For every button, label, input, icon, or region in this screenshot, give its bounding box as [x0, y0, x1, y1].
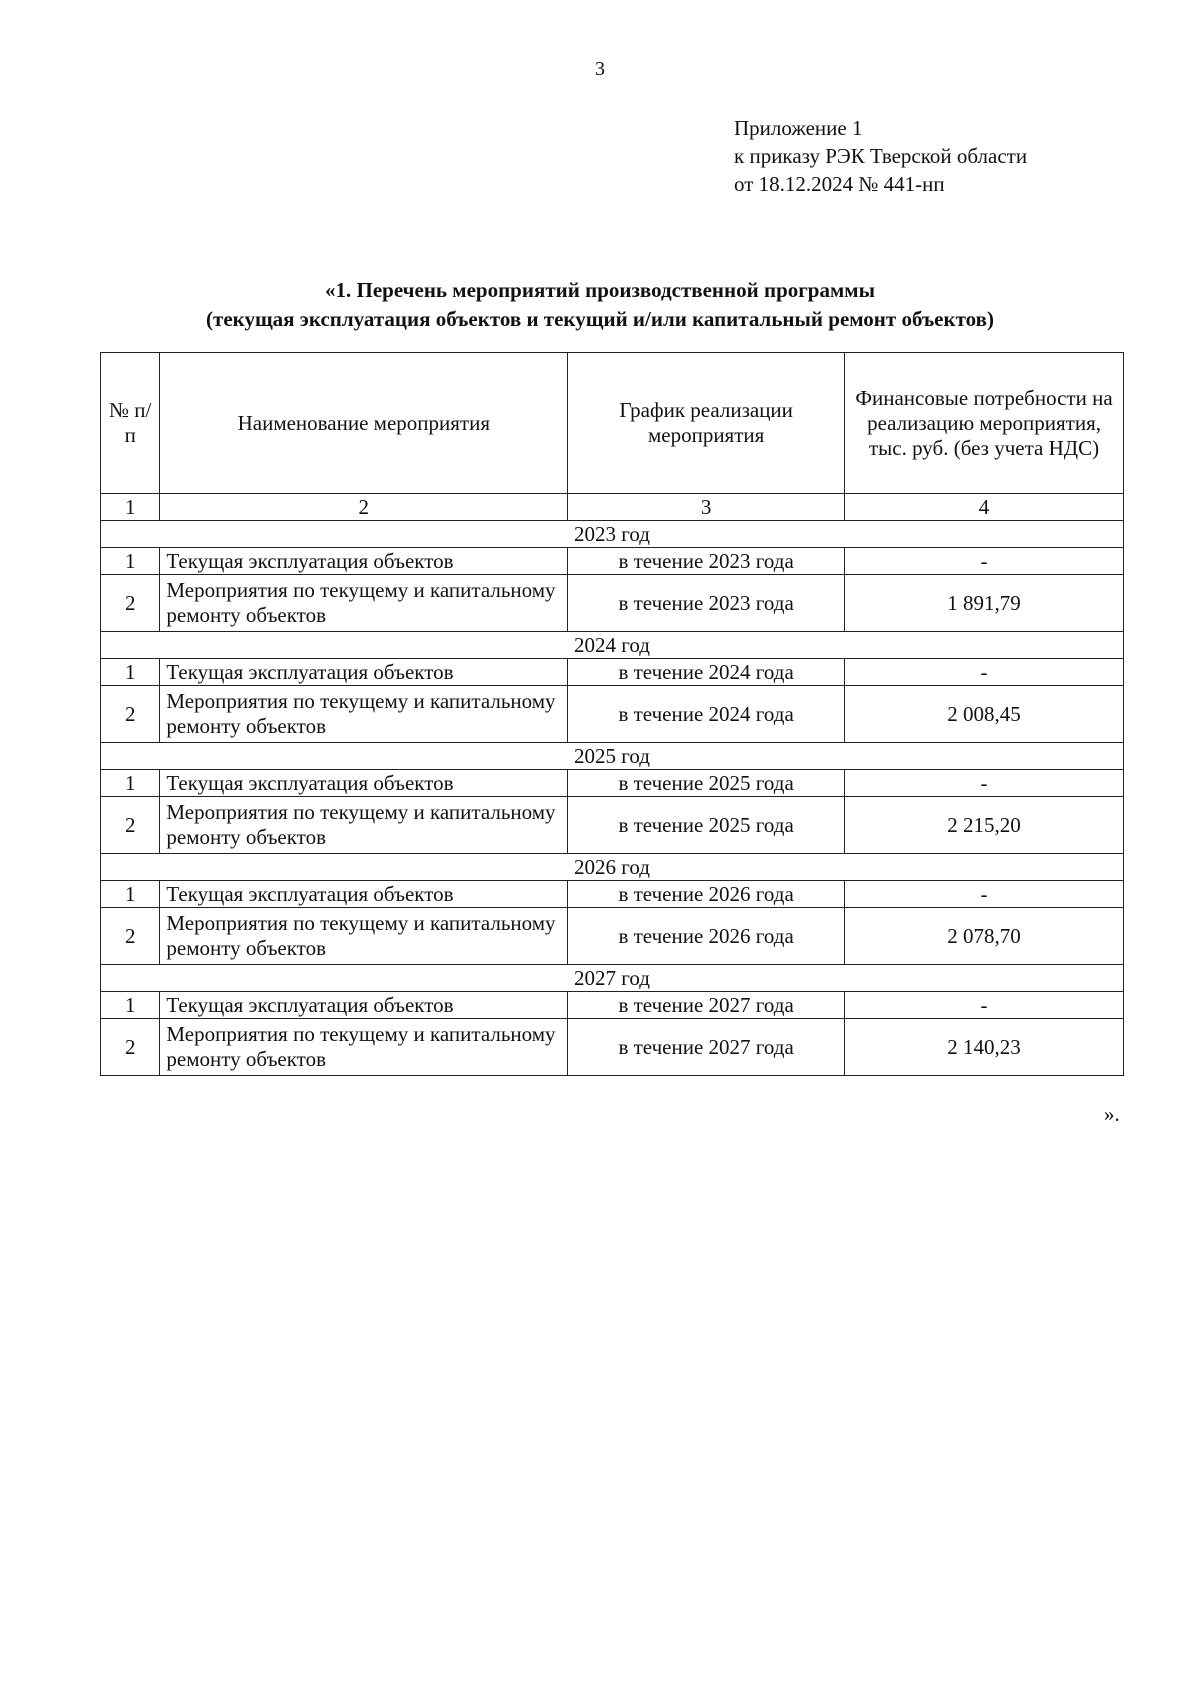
appendix-line: от 18.12.2024 № 441-нп	[734, 172, 945, 196]
year-section-label: 2026 год	[101, 854, 1124, 881]
table-row	[101, 992, 1124, 1019]
row-number: 1	[101, 992, 160, 1019]
measure-amount: -	[845, 881, 1124, 908]
header-cell-number: № п/п	[101, 353, 160, 494]
measure-amount: 2 078,70	[845, 908, 1124, 965]
header-cell-schedule: График реализации мероприятия	[568, 353, 845, 494]
column-number-cell: 2	[160, 494, 568, 521]
measure-name: Текущая эксплуатация объектов	[160, 548, 568, 575]
table-row	[101, 908, 1124, 965]
row-number: 2	[101, 575, 160, 632]
measure-name: Мероприятия по текущему и капитальному ремонту объектов	[160, 686, 568, 743]
row-number: 2	[101, 908, 160, 965]
closing-quote-mark: ».	[1104, 1102, 1120, 1126]
measure-amount: -	[845, 770, 1124, 797]
measure-schedule: в течение 2026 года	[568, 881, 845, 908]
appendix-block	[734, 114, 1027, 198]
year-section-label: 2027 год	[101, 965, 1124, 992]
table-row	[101, 770, 1124, 797]
measure-name: Мероприятия по текущему и капитальному ремонту объектов	[160, 575, 568, 632]
appendix-line: к приказу РЭК Тверской области	[734, 144, 1028, 168]
table-row	[101, 686, 1124, 743]
appendix-line: Приложение 1	[734, 116, 863, 140]
row-number: 2	[101, 797, 160, 854]
measure-amount: -	[845, 992, 1124, 1019]
measure-name: Текущая эксплуатация объектов	[160, 659, 568, 686]
measures-table	[100, 352, 1124, 1076]
row-number: 1	[101, 659, 160, 686]
measure-name: Текущая эксплуатация объектов	[160, 881, 568, 908]
measure-schedule: в течение 2025 года	[568, 770, 845, 797]
column-number-cell: 1	[101, 494, 160, 521]
row-number: 1	[101, 548, 160, 575]
measure-amount: 1 891,79	[845, 575, 1124, 632]
row-number: 1	[101, 881, 160, 908]
measure-amount: -	[845, 659, 1124, 686]
table-row	[101, 881, 1124, 908]
page-number: 3	[595, 58, 605, 80]
title-line: «1. Перечень мероприятий производственной программы	[325, 278, 875, 302]
header-cell-amount: Финансовые потребности на реализацию мероприятия, тыс. руб. (без учета НДС)	[845, 353, 1124, 494]
measure-schedule: в течение 2025 года	[568, 797, 845, 854]
measure-schedule: в течение 2026 года	[568, 908, 845, 965]
year-section-label: 2023 год	[101, 521, 1124, 548]
measure-schedule: в течение 2027 года	[568, 1019, 845, 1076]
table-row	[101, 797, 1124, 854]
measure-schedule: в течение 2023 года	[568, 575, 845, 632]
title-line: (текущая эксплуатация объектов и текущий и/или капитальный ремонт объектов)	[206, 307, 994, 331]
year-section-row	[101, 743, 1124, 770]
measure-amount: 2 140,23	[845, 1019, 1124, 1076]
year-section-row	[101, 965, 1124, 992]
measure-schedule: в течение 2023 года	[568, 548, 845, 575]
measure-schedule: в течение 2027 года	[568, 992, 845, 1019]
row-number: 2	[101, 1019, 160, 1076]
year-section-label: 2024 год	[101, 632, 1124, 659]
table-row	[101, 659, 1124, 686]
measure-amount: -	[845, 548, 1124, 575]
column-number-row	[101, 494, 1124, 521]
row-number: 2	[101, 686, 160, 743]
measure-name: Текущая эксплуатация объектов	[160, 770, 568, 797]
measure-name: Текущая эксплуатация объектов	[160, 992, 568, 1019]
table-row	[101, 575, 1124, 632]
column-number-cell: 4	[845, 494, 1124, 521]
column-number-cell: 3	[568, 494, 845, 521]
year-section-row	[101, 521, 1124, 548]
header-cell-name: Наименование мероприятия	[160, 353, 568, 494]
measure-name: Мероприятия по текущему и капитальному ремонту объектов	[160, 797, 568, 854]
year-section-row	[101, 632, 1124, 659]
measure-amount: 2 215,20	[845, 797, 1124, 854]
year-section-label: 2025 год	[101, 743, 1124, 770]
year-section-row	[101, 854, 1124, 881]
row-number: 1	[101, 770, 160, 797]
table-row	[101, 1019, 1124, 1076]
measure-name: Мероприятия по текущему и капитальному ремонту объектов	[160, 1019, 568, 1076]
table-header-row	[101, 353, 1124, 494]
measure-name: Мероприятия по текущему и капитальному ремонту объектов	[160, 908, 568, 965]
document-title	[0, 276, 1200, 334]
measure-amount: 2 008,45	[845, 686, 1124, 743]
measure-schedule: в течение 2024 года	[568, 686, 845, 743]
measure-schedule: в течение 2024 года	[568, 659, 845, 686]
table-row	[101, 548, 1124, 575]
